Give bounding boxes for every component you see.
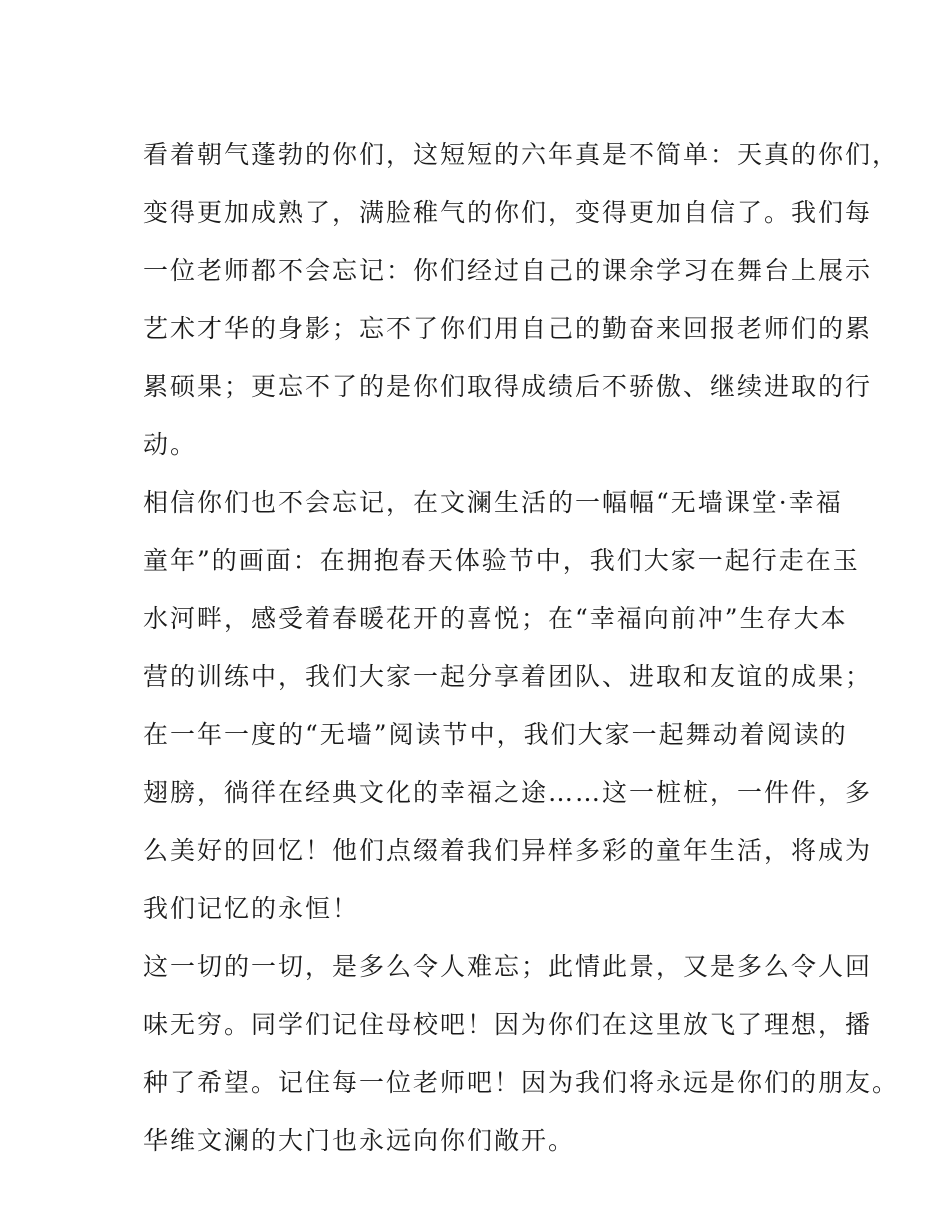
text-line: 我们记忆的永恒！	[143, 894, 360, 923]
text-line: 种了希望。记住每一位老师吧！因为我们将永远是你们的朋友。	[143, 1068, 900, 1097]
text-line: 翅膀，徜徉在经典文化的幸福之途……这一桩桩，一件件，多	[143, 778, 873, 807]
text-line: 么美好的回忆！他们点缀着我们异样多彩的童年生活，将成为	[143, 836, 873, 865]
text-line: 艺术才华的身影；忘不了你们用自己的勤奋来回报老师们的累	[143, 314, 873, 343]
body-text	[143, 126, 900, 1170]
text-line: 童年”的画面：在拥抱春天体验节中，我们大家一起行走在玉	[143, 546, 860, 575]
text-line: 这一切的一切，是多么令人难忘；此情此景，又是多么令人回	[143, 952, 873, 981]
text-line: 相信你们也不会忘记，在文澜生活的一幅幅“无墙课堂·幸福	[143, 488, 843, 517]
text-line: 在一年一度的“无墙”阅读节中，我们大家一起舞动着阅读的	[143, 720, 848, 749]
text-line: 华维文澜的大门也永远向你们敞开。	[143, 1126, 576, 1155]
text-line: 一位老师都不会忘记：你们经过自己的课余学习在舞台上展示	[143, 256, 873, 285]
text-line: 味无穷。同学们记住母校吧！因为你们在这里放飞了理想，播	[143, 1010, 873, 1039]
text-line: 水河畔，感受着春暖花开的喜悦；在“幸福向前冲”生存大本	[143, 604, 848, 633]
text-line: 累硕果；更忘不了的是你们取得成绩后不骄傲、继续进取的行	[143, 372, 873, 401]
text-line: 变得更加成熟了，满脸稚气的你们，变得更加自信了。我们每	[143, 198, 873, 227]
text-line: 动。	[143, 430, 198, 459]
text-line: 看着朝气蓬勃的你们，这短短的六年真是不简单：天真的你们，	[143, 140, 900, 169]
text-line: 营的训练中，我们大家一起分享着团队、进取和友谊的成果；	[143, 662, 873, 691]
